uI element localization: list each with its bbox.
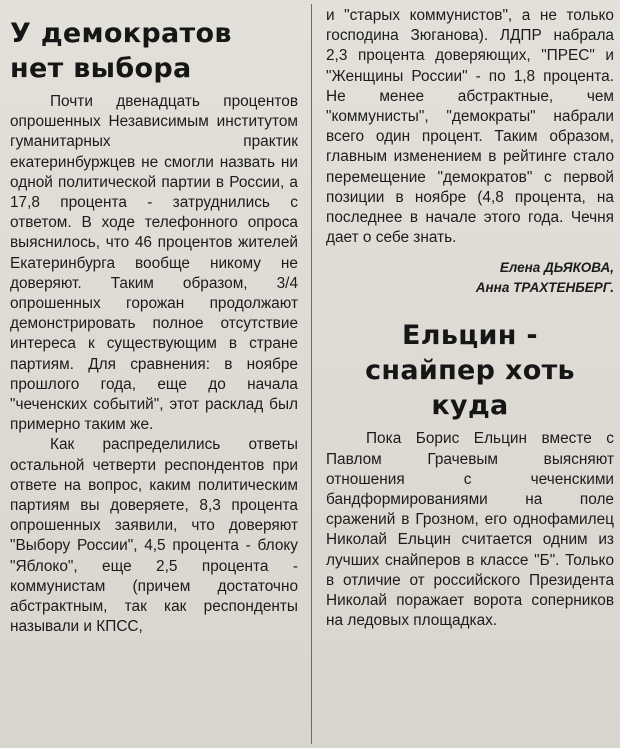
article2-headline-line2: снайпер хоть куда (365, 355, 575, 422)
article2-body (326, 429, 614, 631)
article1-paragraph-3: и "старых коммунистов", а не только господина Зюганова). ЛДПР набрала 2,3 процента доверяющих, "ПРЕС" и "Женщины России" - по 1,8 процента. Не менее абстрактные, чем "коммунисты", "демократы" набрали всего один процент. Таким образом, главным изменением в рейтинге стало перемещение "демократов" с первой позиции в ноябре (4,8 процента, на последнее в начале этого года. Чечня дает о себе знать. (326, 7, 614, 247)
article1-continuation (326, 6, 614, 248)
article2-headline-line1: Ельцин - (402, 320, 538, 352)
article1-headline (10, 16, 298, 86)
article1-paragraph-2: Как распределились ответы остальной четверти респондентов при ответе на вопрос, каким политическим партиям вы доверяете, 8,3 процента опрошенных заявили, что доверяют "Выбору России", 4,5 процента - блоку "Яблоко", еще 2,5 процента - коммунистам (причем достаточно абстрактным, так как респонденты называли и КПСС, (10, 436, 298, 636)
author-2: Анна ТРАХТЕНБЕРГ. (475, 280, 614, 296)
article2-paragraph-1: Пока Борис Ельцин вместе с Павлом Грачевым выясняют отношения с чеченскими бандформированиями на поле сражений в Грозном, его однофамилец Николай Ельцин считается одним из лучших снайперов в классе "Б". Только в отличие от российского Президента Николай поражает ворота соперников на ледовых площадках. (326, 430, 614, 630)
left-column (0, 0, 306, 637)
article1-headline-line2: нет выбора (10, 53, 192, 84)
right-column (316, 0, 620, 631)
author-1: Елена ДЬЯКОВА, (499, 260, 614, 276)
article1-paragraph-1: Почти двенадцать процентов опрошенных Независимым институтом гуманитарных практик екатеринбуржцев не смогли назвать ни одной политической партии в России, а 17,8 процента - затруднились с ответом. В ходе телефонного опроса выяснилось, что 46 процентов жителей Екатеринбурга вообще никому не доверяют. Таким образом, 3/4 опрошенных горожан продолжают демонстрировать полное отсутствие интереса к существующим в стране партиям. Для сравнения: в ноябре прошлого года, еще до начала "чеченских событий", этот расклад был примерно таким же. (10, 93, 298, 434)
article1-byline (326, 258, 614, 298)
article1-body (10, 92, 298, 637)
article2-headline (326, 318, 614, 423)
article1-headline-line1: У демократов (10, 18, 232, 49)
column-divider (311, 4, 312, 744)
